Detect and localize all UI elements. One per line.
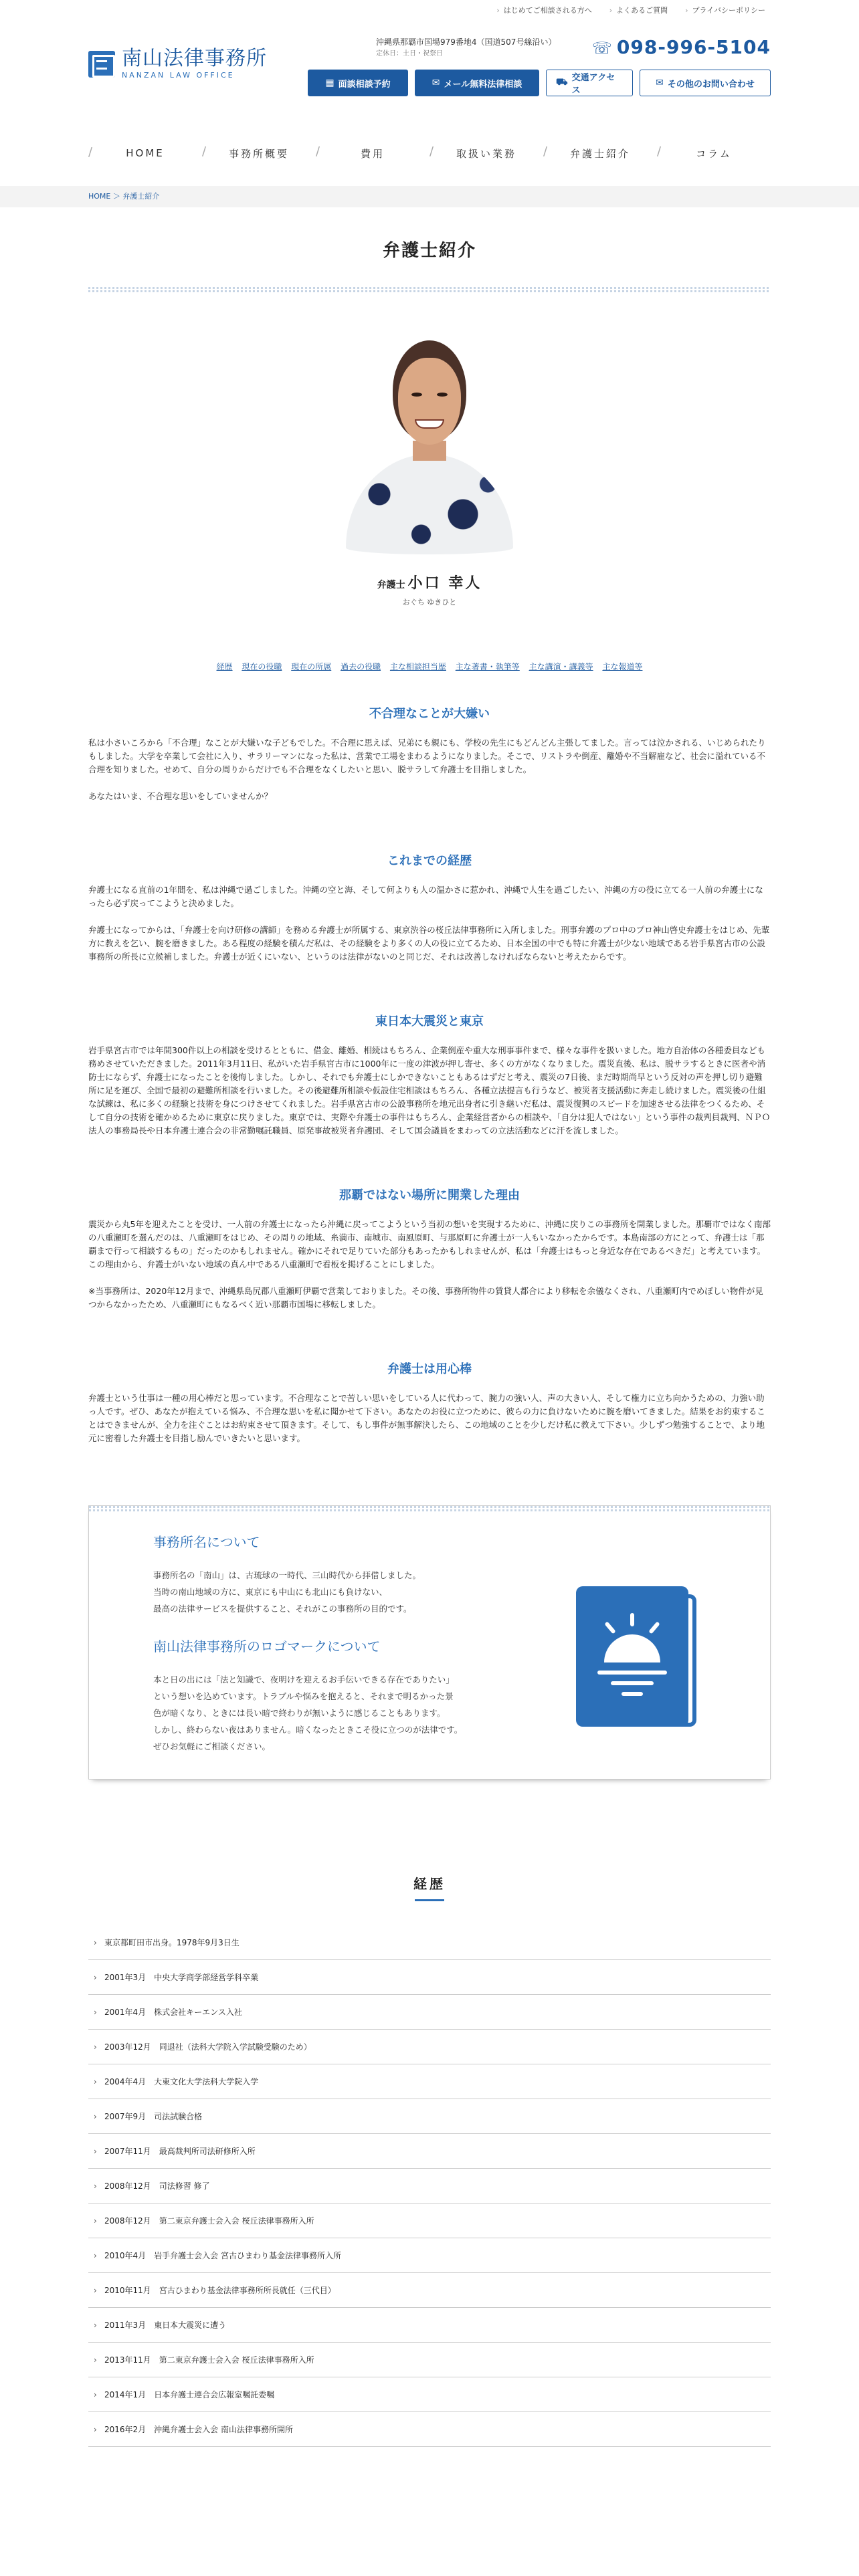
section-title: 那覇ではない場所に開業した理由 bbox=[339, 1188, 520, 1202]
top-link-faq[interactable]: › よくあるご質問 bbox=[609, 5, 668, 15]
breadcrumb-current: 弁護士紹介 bbox=[122, 192, 160, 201]
page-title: 弁護士紹介 bbox=[382, 241, 476, 261]
section-paragraph: 弁護士になってからは、「弁護士を向け研修の講師」を務める弁護士が所属する、東京渋谷の桜丘法律事務所に入所しました。刑事弁護のプロ中のプロ神山啓史弁護士をはじめ、先輩方に教えを乞い、腕を磨きました。ある程度の経験を積んだ私は、その経験をより多くの人の役に立てるため、日本全国の中でも特に弁護士が少ない地域である岩手県宮古市の公設事務所の所長に立候補しました。弁護士が近くにいない、というのは法律がないのと同じだ、それは改善しなければならないと考えたからです。 bbox=[88, 925, 770, 962]
access-button[interactable]: ⛟ 交通アクセス bbox=[546, 70, 633, 96]
logo-mark-heading: 南山法律事務所のロゴマークについて bbox=[153, 1638, 381, 1654]
history-item: › 2010年11月 宮古ひまわり基金法律事務所所長就任（三代目） bbox=[88, 2273, 771, 2308]
history-list bbox=[88, 1925, 771, 2447]
anchor-past-positions[interactable]: 過去の役職 bbox=[341, 662, 381, 671]
appointment-button[interactable]: ▦ 面談相談予約 bbox=[308, 70, 408, 96]
office-name-text: 事務所名の「南山」は、古琉球の一時代、三山時代から拝借しました。 当時の南山地域の方に、東京にも中山にも北山にも負けない、 最高の法律サービスを提供すること、それがこの事務所の目的です。 bbox=[153, 1570, 421, 1614]
section-title: 東日本大震災と東京 bbox=[375, 1014, 484, 1029]
mail-icon: ✉ bbox=[656, 78, 664, 88]
history-item: › 2008年12月 司法修習 修了 bbox=[88, 2169, 771, 2204]
nav-lawyer[interactable]: / 弁護士紹介 bbox=[543, 146, 657, 160]
anchor-lectures[interactable]: 主な講演・講義等 bbox=[529, 662, 593, 671]
section-title: 弁護士は用心棒 bbox=[387, 1362, 472, 1376]
global-nav bbox=[88, 130, 771, 177]
logo-mark-text: 本と日の出には「法と知識で、夜明けを迎えるお手伝いできる存在でありたい」 という想いを込めています。トラブルや悩みを抱えると、それまで明るかった景 色が暗くなり、ときには長い暗で終わりが無いように感じることもあります。 しかし、終わらない夜はありません。暗くなったときこそ役に立つのが法律です。 ぜひお気軽にご相談ください。 bbox=[153, 1675, 463, 1751]
nav-services[interactable]: / 取扱い業務 bbox=[430, 146, 543, 160]
chat-icon: ✉ bbox=[432, 78, 440, 88]
anchor-current-positions[interactable]: 現在の役職 bbox=[242, 662, 282, 671]
office-hours: 定休日：土日・祝祭日 bbox=[376, 50, 443, 58]
lawyer-name-kana: おぐち ゆきひと bbox=[402, 598, 457, 607]
section-paragraph: 震災から丸5年を迎えたことを受け、一人前の弁護士になったら沖縄に戻ってこようという当初の想いを実現するために、沖縄に戻りこの事務所を開業しました。那覇市ではなく南部の八重瀬町を選んだのは、八重瀬町をはじめ、その周りの地域、糸満市、南城市、南風原町、与那原町に弁護士が一人もいなかったからです。本島南部の方にとって、弁護士は「那覇まで行って相談するもの」だったのかもしれません。確かにそれで足りていた部分もあったかもしれませんが、私は「弁護士はもっと身近な存在であるべきだ」と考えています。この理由から、弁護士がいない地域の真ん中である八重瀬町で看板を掲げることにしました。 bbox=[88, 1219, 771, 1269]
section-paragraph: 私は小さいころから「不合理」なことが大嫌いな子どもでした。不合理に思えば、兄弟にも親にも、学校の先生にもどんどん主張してました。言っては泣かされる、いじめられたりもしました。大学を卒業して会社に入り、サラリーマンになった私は、営業で工場をまわるようになりました。そこで、リストラや倒産、離婚や不当解雇など、社会に溢れている不合理を知りました。せめて、自分の周りからだけでも不合理をなくしたいと思い、脱サラして弁護士を目指しました。 bbox=[88, 738, 766, 774]
history-item: › 2004年4月 大東文化大学法科大学院入学 bbox=[88, 2064, 771, 2099]
top-link-privacy[interactable]: › プライバシーポリシー bbox=[685, 5, 765, 15]
site-header bbox=[88, 20, 771, 94]
lawyer-name: 小口 幸人 bbox=[407, 575, 482, 592]
history-title: 経歴 bbox=[88, 1873, 771, 1901]
history-item: › 2010年4月 岩手弁護士会入会 宮古ひまわり基金法律事務所入所 bbox=[88, 2238, 771, 2273]
address-text: 沖縄県那覇市国場979番地4（国道507号線沿い） bbox=[376, 37, 557, 47]
section-bodyguard bbox=[88, 1360, 771, 1445]
car-icon: ⛟ bbox=[556, 77, 568, 88]
section-earthquake bbox=[88, 1012, 771, 1138]
section-why-outside-naha bbox=[88, 1186, 771, 1311]
breadcrumb: HOME ＞ 弁護士紹介 bbox=[0, 186, 859, 207]
anchor-links bbox=[88, 661, 771, 672]
section-title: 不合理なことが大嫌い bbox=[369, 707, 490, 721]
other-inquiry-button[interactable]: ✉ その他のお問い合わせ bbox=[640, 70, 771, 96]
calendar-icon: ▦ bbox=[325, 78, 335, 88]
history-item: › 2001年3月 中央大学商学部経営学科卒業 bbox=[88, 1960, 771, 1995]
top-link-first-time[interactable]: › はじめてご相談される方へ bbox=[496, 5, 591, 15]
phone-number[interactable]: ☏ 098-996-5104 bbox=[592, 36, 771, 58]
title-divider bbox=[88, 287, 771, 292]
office-info-box bbox=[88, 1505, 771, 1780]
book-sunrise-logo-icon bbox=[576, 1586, 696, 1727]
nav-fees[interactable]: / 費用 bbox=[316, 146, 430, 160]
lawyer-portrait bbox=[346, 340, 513, 554]
lawyer-name-block bbox=[88, 572, 771, 607]
site-logo[interactable] bbox=[88, 48, 267, 80]
nav-column[interactable]: / コラム bbox=[657, 146, 771, 160]
section-paragraph: 岩手県宮古市では年間300件以上の相談を受けるとともに、借金、離婚、相続はもちろん、企業倒産や重大な刑事事件まで、様々な事件を扱いました。地方自治体の各種委員なども務めさせていただきました。2011年3月11日、私がいた岩手県宮古市に1000年に一度の津波が押し寄せ、多くの方がなくなりました。震災直後、私は、脱サラするときに医者や消防士にならず、弁護士になったことを後悔しました。しかし、それでも弁護士にしかできないこともあるはずだと考え、震災の7日後、まだ時期尚早という反対の声を押し切り避難所に足を運び、全国で最初の避難所相談を行いました。その後避難所相談や仮設住宅相談はもちろん、各種立法提言も行うなど、被災者支援活動に奔走し続けました。震災後の仕組な試練は、私に多くの経験と技術を身につけさせてくれました。岩手県宮古市の公設事務所を地元出身者に引き継いだ私は、震災復興のスピードを加速させる法律をつくるため、そして自分の技術を確かめるために東京に戻りました。東京では、実際や弁護士の事件はもちろん、企業経営者からの相談や、「自分は犯人ではない」という事件の裁判員裁判、ＮＰＯ法人の事務局長や日本弁護士連合会の非常勤嘱託職員、原発事故被災者弁護団、そして国会議員をまわっての立法活動などに汗を流しました。 bbox=[88, 1045, 771, 1136]
anchor-writings[interactable]: 主な著書・執筆等 bbox=[455, 662, 520, 671]
logo-name-jp: 南山法律事務所 bbox=[122, 47, 267, 70]
section-paragraph: ※当事務所は、2020年12月まで、沖縄県島尻郡八重瀬町伊覇で営業しておりました。その後、事務所物件の賃貸人都合により移転を余儀なくされ、八重瀬町内でめぼしい物件が見つからなかったため、八重瀬町にもなるべく近い那覇市国場に移転しました。 bbox=[88, 1286, 763, 1309]
history-item: › 2016年2月 沖縄弁護士会入会 南山法律事務所開所 bbox=[88, 2412, 771, 2447]
section-dislike-irrationality bbox=[88, 704, 771, 803]
top-links bbox=[88, 0, 771, 20]
mail-consult-button[interactable]: ✉ メール無料法律相談 bbox=[415, 70, 539, 96]
section-title: これまでの経歴 bbox=[387, 854, 472, 868]
anchor-media[interactable]: 主な報道等 bbox=[602, 662, 643, 671]
history-item: › 2011年3月 東日本大震災に遭う bbox=[88, 2308, 771, 2343]
history-item: › 2001年4月 株式会社キーエンス入社 bbox=[88, 1995, 771, 2030]
anchor-consultations[interactable]: 主な相談担当歴 bbox=[389, 662, 446, 671]
section-paragraph: 弁護士という仕事は一種の用心棒だと思っています。不合理なことで苦しい思いをしている人に代わって、腕力の強い人、声の大きい人、そして権力に立ち向かうための、力強い助っ人です。ぜひ、あなたが抱えている悩み、不合理な思いを私に聞かせて下さい。あなたのお役に立つために、彼らの力に負けないために腕を磨いてきました。結果をお約束することはできませんが、全力を注ぐことはお約束させて頂きます。そして、もし事件が無事解決したら、この地域のことを少しだけ私に教えて下さい。少しずつ勉強することで、より地元に密着した弁護士を目指し励んでいきたいと思います。 bbox=[88, 1393, 765, 1443]
history-item: › 2007年11月 最高裁判所司法研修所入所 bbox=[88, 2134, 771, 2169]
section-career bbox=[88, 851, 771, 964]
history-item: › 2003年12月 同退社（法科大学院入学試験受験のため） bbox=[88, 2030, 771, 2064]
nav-office[interactable]: / 事務所概要 bbox=[202, 146, 316, 160]
history-item: › 2008年12月 第二東京弁護士会入会 桜丘法律事務所入所 bbox=[88, 2204, 771, 2238]
section-paragraph: 弁護士になる直前の1年間を、私は沖縄で過ごしました。沖縄の空と海、そして何よりも人の温かさに惹かれ、沖縄で人生を過ごしたい、沖縄の方の役に立てる一人前の弁護士になったら必ず戻ってこようと決めました。 bbox=[88, 885, 763, 908]
section-paragraph: あなたはいま、不合理な思いをしていませんか？ bbox=[88, 791, 273, 801]
history-item: › 2013年11月 第二東京弁護士会入会 桜丘法律事務所入所 bbox=[88, 2343, 771, 2377]
lawyer-role: 弁護士 bbox=[377, 580, 405, 591]
nav-home[interactable]: / HOME bbox=[88, 147, 202, 159]
logo-mark-icon bbox=[88, 51, 115, 78]
anchor-affiliations[interactable]: 現在の所属 bbox=[291, 662, 332, 671]
office-address bbox=[376, 36, 556, 60]
logo-name-en: NANZAN LAW OFFICE bbox=[122, 71, 235, 80]
office-name-heading: 事務所名について bbox=[153, 1534, 260, 1550]
history-item: › 2014年1月 日本弁護士連合会広報室嘱託委嘱 bbox=[88, 2377, 771, 2412]
history-item: › 東京都町田市出身。1978年9月3日生 bbox=[88, 1925, 771, 1960]
history-item: › 2007年9月 司法試験合格 bbox=[88, 2099, 771, 2134]
breadcrumb-home[interactable]: HOME bbox=[88, 192, 111, 201]
anchor-history[interactable]: 経歴 bbox=[216, 662, 233, 671]
